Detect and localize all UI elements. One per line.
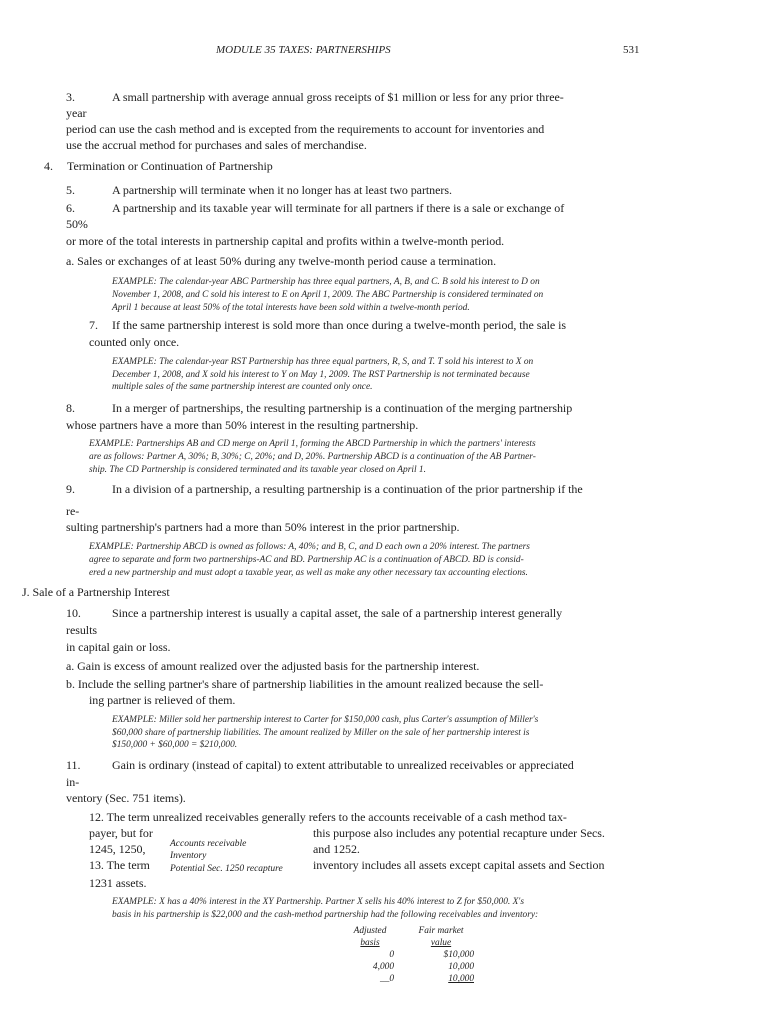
body-text: or more of the total interests in partnership capital and profits within a twelve-month period. bbox=[66, 234, 505, 248]
side-label: Potential Sec. 1250 recapture bbox=[170, 864, 283, 874]
body-text: A partnership will terminate when it no longer has at least two partners. bbox=[112, 183, 452, 197]
body-text: whose partners have a more than 50% interest in the resulting partnership. bbox=[66, 418, 419, 432]
body-text: 12. The term unrealized receivables generally refers to the accounts receivable of a cash method tax- bbox=[89, 810, 567, 824]
body-text: payer, but for bbox=[89, 826, 153, 840]
example-text: EXAMPLE: Partnership ABCD is owned as follows: A, 40%; and B, C, and D each own a 20% interest. The partners bbox=[89, 542, 530, 552]
example-text: EXAMPLE: X has a 40% interest in the XY Partnership. Partner X sells his 40% interest to Z for $50,000. X's bbox=[112, 897, 524, 907]
body-text: use the accrual method for purchases and sales of merchandise. bbox=[66, 138, 367, 152]
receivables-table bbox=[346, 925, 474, 985]
body-text: period can use the cash method and is excepted from the requirements to account for inventories and bbox=[66, 122, 545, 136]
item-number: 4. bbox=[44, 159, 53, 173]
body-text: counted only once. bbox=[89, 335, 180, 349]
body-text: results bbox=[66, 623, 97, 637]
example-text: EXAMPLE: The calendar-year RST Partnership has three equal partners, R, S, and T. T sold his interest to X on bbox=[112, 357, 534, 367]
body-text: sulting partnership's partners had a more than 50% interest in the prior partnership. bbox=[66, 520, 460, 534]
sub-item: a. Gain is excess of amount realized over the adjusted basis for the partnership interest. bbox=[66, 659, 480, 673]
item-number: 9. bbox=[66, 482, 75, 496]
sub-item: ing partner is relieved of them. bbox=[89, 693, 236, 707]
example-text: November 1, 2008, and C sold his interest to E on April 1, 2009. The ABC Partnership is considered terminated on bbox=[112, 290, 544, 300]
side-label: Accounts receivable bbox=[170, 839, 247, 849]
section-heading: Termination or Continuation of Partnership bbox=[67, 159, 273, 173]
section-heading: J. Sale of a Partnership Interest bbox=[22, 585, 170, 599]
example-text: EXAMPLE: Partnerships AB and CD merge on April 1, forming the ABCD Partnership in which the partners' interests bbox=[89, 439, 536, 449]
table-header: Adjusted bbox=[353, 926, 387, 936]
side-label: Inventory bbox=[170, 851, 207, 861]
item-number: 5. bbox=[66, 183, 75, 197]
item-number: 7. bbox=[89, 318, 98, 332]
example-text: EXAMPLE: The calendar-year ABC Partnership has three equal partners, A, B, and C. B sold his interest to D on bbox=[112, 277, 540, 287]
table-cell: __0 bbox=[379, 974, 394, 984]
body-text: re- bbox=[66, 504, 80, 518]
example-text: April 1 because at least 50% of the total interests have been sold within a twelve-month period. bbox=[112, 303, 470, 313]
example-text: $150,000 + $60,000 = $210,000. bbox=[112, 740, 238, 750]
table-row bbox=[346, 949, 474, 961]
body-text: A small partnership with average annual gross receipts of $1 million or less for any prior three- bbox=[112, 90, 564, 104]
table-header: Fair market bbox=[418, 926, 464, 936]
body-text: In a division of a partnership, a resulting partnership is a continuation of the prior partnership if the bbox=[112, 482, 583, 496]
table-cell: 0 bbox=[389, 950, 394, 960]
table-row bbox=[346, 961, 474, 973]
body-text: In a merger of partnerships, the resulting partnership is a continuation of the merging partnership bbox=[112, 401, 573, 415]
example-text: multiple sales of the same partnership interest are counted only once. bbox=[112, 382, 373, 392]
example-text: basis in his partnership is $22,000 and the cash-method partnership had the following receivables and inventory: bbox=[112, 910, 539, 920]
item-number: 8. bbox=[66, 401, 75, 415]
body-text: 13. The term bbox=[89, 858, 150, 872]
body-text: 1231 assets. bbox=[89, 876, 147, 890]
example-text: agree to separate and form two partnerships-AC and BD. Partnership AC is a continuation of ABCD. BD is consid- bbox=[89, 555, 524, 565]
table-cell: 10,000 bbox=[448, 974, 474, 984]
example-text: December 1, 2008, and X sold his interest to Y on May 1, 2009. The RST Partnership is not terminated because bbox=[112, 370, 530, 380]
example-text: are as follows: Partner A, 30%; B, 30%; C, 20%; and D, 20%. Partnership ABCD is a continuation of the AB Partner- bbox=[89, 452, 536, 462]
item-number: 6. bbox=[66, 201, 75, 215]
example-text: ered a new partnership and must adopt a taxable year, as well as make any other necessary tax accounting elections. bbox=[89, 568, 528, 578]
body-text: A partnership and its taxable year will terminate for all partners if there is a sale or exchange of bbox=[112, 201, 565, 215]
body-text: 1245, 1250, bbox=[89, 842, 146, 856]
example-text: EXAMPLE: Miller sold her partnership interest to Carter for $150,000 cash, plus Carter's assumption of Miller's bbox=[112, 715, 539, 725]
example-text: $60,000 share of partnership liabilities. The amount realized by Miller on the sale of her partnership interest is bbox=[112, 728, 530, 738]
body-text: in capital gain or loss. bbox=[66, 640, 171, 654]
sub-item: a. Sales or exchanges of at least 50% during any twelve-month period cause a termination. bbox=[66, 254, 497, 268]
body-text: ventory (Sec. 751 items). bbox=[66, 791, 186, 805]
running-header: MODULE 35 TAXES: PARTNERSHIPS bbox=[216, 44, 391, 56]
body-text: this purpose also includes any potential recapture under Secs. bbox=[313, 826, 605, 840]
table-header: basis bbox=[360, 938, 380, 948]
table-cell: $10,000 bbox=[443, 950, 474, 960]
table-header: value bbox=[430, 938, 452, 948]
table-row bbox=[346, 973, 474, 985]
table-cell: 4,000 bbox=[372, 962, 394, 972]
body-text: Gain is ordinary (instead of capital) to extent attributable to unrealized receivables or appreciated bbox=[112, 758, 574, 772]
body-text: 50% bbox=[66, 217, 88, 231]
body-text: year bbox=[66, 106, 87, 120]
example-text: ship. The CD Partnership is considered terminated and its taxable year closed on April 1. bbox=[89, 465, 426, 475]
body-text: in- bbox=[66, 775, 80, 789]
table-cell: 10,000 bbox=[448, 962, 474, 972]
body-text: and 1252. bbox=[313, 842, 360, 856]
body-text: If the same partnership interest is sold more than once during a twelve-month period, the sale is bbox=[112, 318, 567, 332]
body-text: inventory includes all assets except capital assets and Section bbox=[313, 858, 605, 872]
item-number: 3. bbox=[66, 90, 75, 104]
body-text: Since a partnership interest is usually a capital asset, the sale of a partnership interest generally bbox=[112, 606, 563, 620]
item-number: 11. bbox=[66, 758, 81, 772]
item-number: 10. bbox=[66, 606, 81, 620]
page-number: 531 bbox=[623, 44, 640, 56]
sub-item: b. Include the selling partner's share of partnership liabilities in the amount realized because the sell- bbox=[66, 677, 544, 691]
